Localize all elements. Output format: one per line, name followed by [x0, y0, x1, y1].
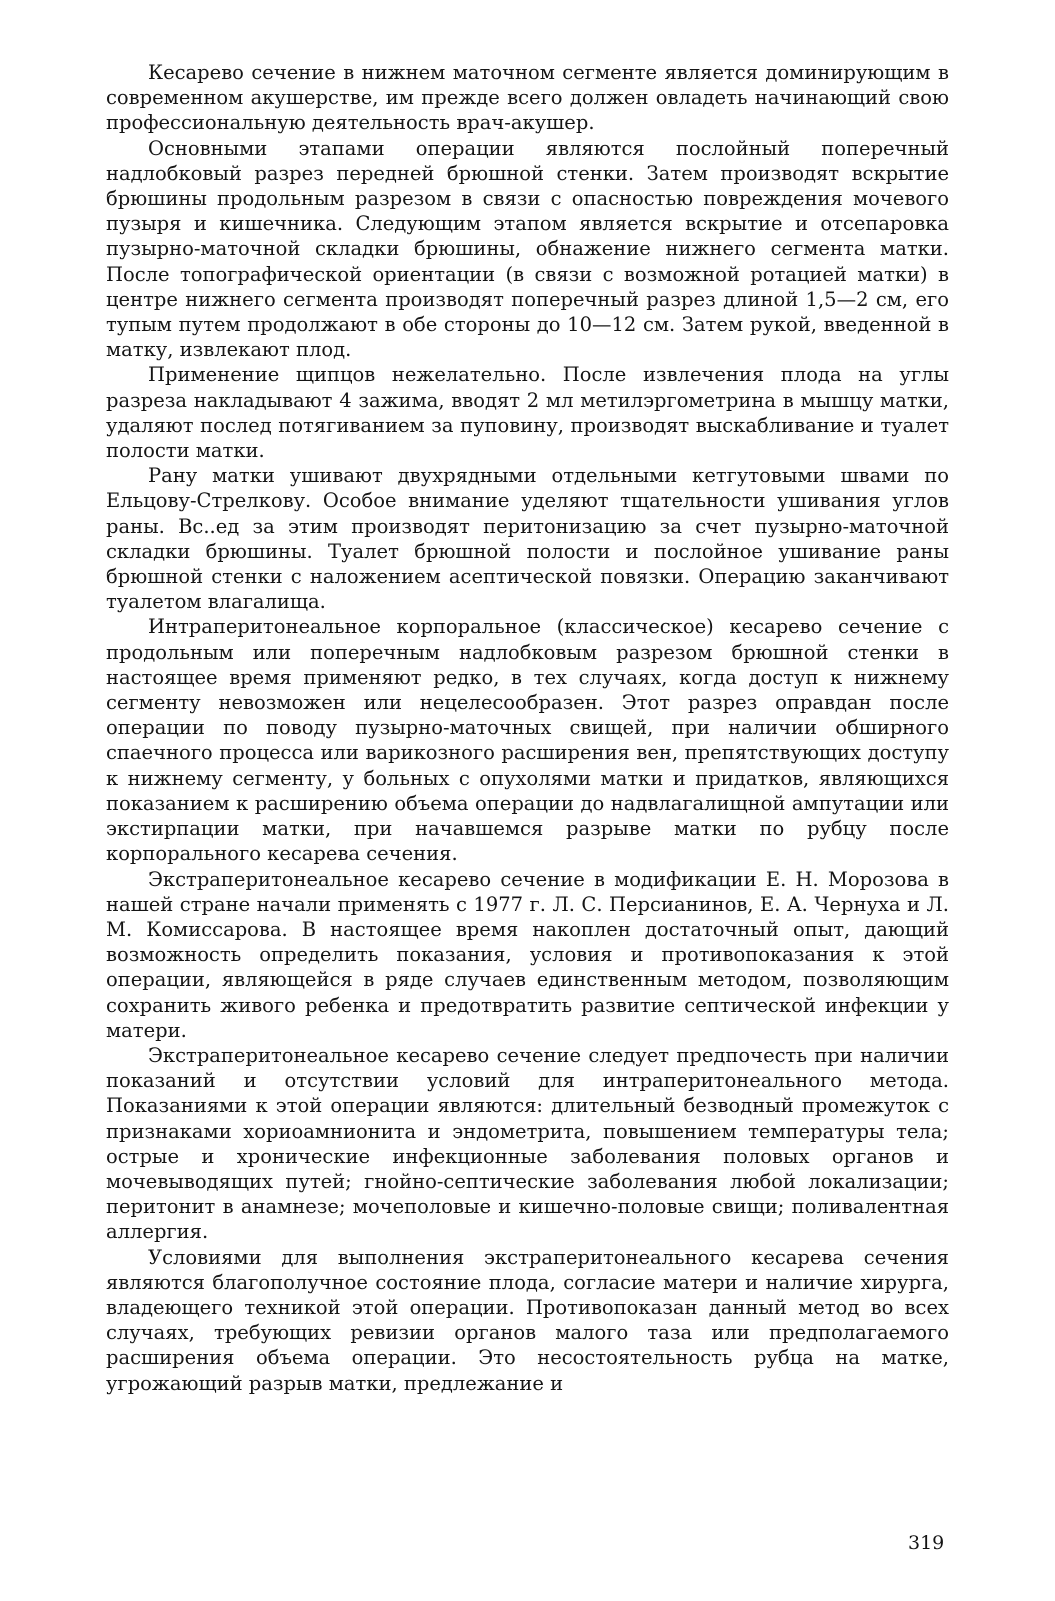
paragraph-7: Экстраперитонеальное кесарево сечение следует предпочесть при наличии показаний и отсутствии условий для интраперитонеального метода. Показаниями к этой операции являются: длительный безводный промежуток с признаками хориоамнионита и эндометрита, повышением температуры тела; острые и хронические инфекционные заболевания половых органов и мочевыводящих путей; гнойно-септические заболевания любой локализации; перитонит в анамнезе; мочеполовые и кишечно-половые свищи; поливалентная аллергия.: [106, 1043, 949, 1244]
paragraph-6: Экстраперитонеальное кесарево сечение в модификации Е. Н. Морозова в нашей стране начали применять с 1977 г. Л. С. Персианинов, Е. А. Чернуха и Л. М. Комиссарова. В настоящее время накоплен достаточный опыт, дающий возможность определить показания, условия и противопоказания к этой операции, являющейся в ряде случаев единственным методом, позволяющим сохранить живого ребенка и предотвратить развитие септической инфекции у матери.: [106, 867, 949, 1042]
page-number: 319: [908, 1532, 945, 1554]
page-body: [106, 60, 949, 1396]
paragraph-8: Условиями для выполнения экстраперитонеального кесарева сечения являются благополучное состояние плода, согласие матери и наличие хирурга, владеющего техникой этой операции. Противопоказан данный метод во всех случаях, требующих ревизии органов малого таза или предполагаемого расширения объема операции. Это несостоятельность рубца на матке, угрожающий разрыв матки, предлежание и: [106, 1245, 949, 1395]
paragraph-5: Интраперитонеальное корпоральное (классическое) кесарево сечение с продольным или поперечным надлобковым разрезом брюшной стенки в настоящее время применяют редко, в тех случаях, когда доступ к нижнему сегменту невозможен или нецелесообразен. Этот разрез оправдан после операции по поводу пузырно-маточных свищей, при наличии обширного спаечного процесса или варикозного расширения вен, препятствующих доступу к нижнему сегменту, у больных с опухолями матки и придатков, являющихся показанием к расширению объема операции до надвлагалищной ампутации или экстирпации матки, при начавшемся разрыве матки по рубцу после корпорального кесарева сечения.: [106, 615, 949, 866]
paragraph-2: Основными этапами операции являются послойный поперечный надлобковый разрез передней брюшной стенки. Затем производят вскрытие брюшины продольным разрезом в связи с опасностью повреждения мочевого пузыря и кишечника. Следующим этапом является вскрытие и отсепаровка пузырно-маточной складки брюшины, обнажение нижнего сегмента матки. После топографической ориентации (в связи с возможной ротацией матки) в центре нижнего сегмента производят поперечный разрез длиной 1,5—2 см, его тупым путем продолжают в обе стороны до 10—12 см. Затем рукой, введенной в матку, извлекают плод.: [106, 136, 949, 362]
paragraph-1: Кесарево сечение в нижнем маточном сегменте является доминирующим в современном акушерстве, им прежде всего должен овладеть начинающий свою профессиональную деятельность врач-акушер.: [106, 61, 949, 135]
paragraph-4: Рану матки ушивают двухрядными отдельными кетгутовыми швами по Ельцову-Стрелкову. Особое внимание уделяют тщательности ушивания углов раны. Вс..ед за этим производят перитонизацию за счет пузырно-маточной складки брюшины. Туалет брюшной полости и послойное ушивание раны брюшной стенки с наложением асептической повязки. Операцию заканчивают туалетом влагалища.: [106, 464, 949, 614]
paragraph-3: Применение щипцов нежелательно. После извлечения плода на углы разреза накладывают 4 зажима, вводят 2 мл метилэргометрина в мышцу матки, удаляют послед потягиванием за пуповину, производят выскабливание и туалет полости матки.: [106, 363, 949, 463]
